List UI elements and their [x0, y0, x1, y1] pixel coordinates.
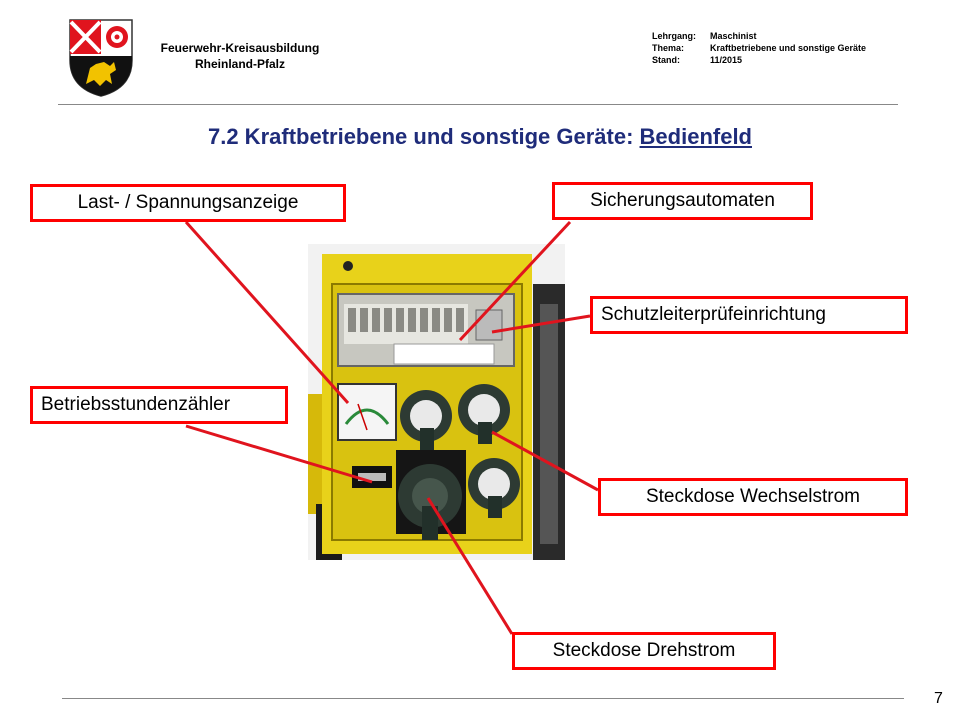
- label-hour-meter: Betriebsstundenzähler: [30, 386, 288, 424]
- page-number: 7: [934, 690, 943, 707]
- org-line-2: Rheinland-Pfalz: [194, 57, 285, 71]
- meta-key: Lehrgang:: [652, 31, 696, 41]
- label-socket-ac: Steckdose Wechselstrom: [598, 478, 908, 516]
- pointer-socket-ac: [492, 432, 598, 490]
- pointer-ground-test: [492, 316, 590, 332]
- title-underlined: Bedienfeld: [639, 124, 752, 149]
- meta-value: Kraftbetriebene und sonstige Geräte: [710, 43, 867, 53]
- title-prefix: 7.2 Kraftbetriebene und sonstige Geräte:: [207, 124, 640, 149]
- meta-key: Stand:: [652, 55, 680, 65]
- meta-value: Maschinist: [710, 31, 757, 41]
- org-line-1: Feuerwehr-Kreisausbildung: [160, 41, 320, 55]
- label-circuit-breakers: Sicherungsautomaten: [552, 182, 813, 220]
- pointer-socket-3ph: [428, 498, 512, 634]
- pointer-hour-meter: [186, 426, 372, 482]
- pointer-load-display: [186, 222, 348, 403]
- label-load-display: Last- / Spannungsanzeige: [30, 184, 346, 222]
- label-socket-3ph: Steckdose Drehstrom: [512, 632, 776, 670]
- footer-divider: [62, 698, 904, 699]
- label-ground-test: Schutzleiterprüfeinrichtung: [590, 296, 908, 334]
- meta-key: Thema:: [652, 43, 685, 53]
- meta-value: 11/2015: [710, 55, 743, 65]
